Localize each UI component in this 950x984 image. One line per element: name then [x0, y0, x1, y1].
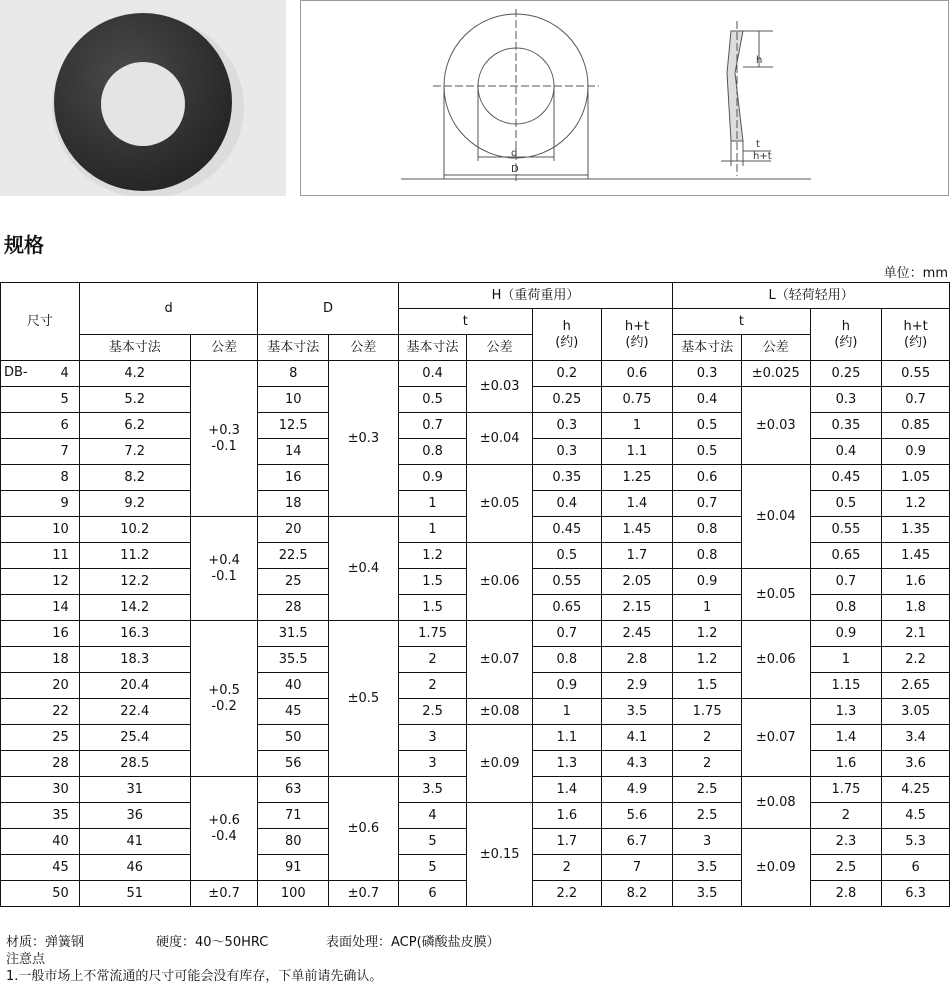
d-basic-cell: 7.2 [79, 439, 190, 465]
d-basic-cell: 12.2 [79, 569, 190, 595]
hardness-text: 硬度：40～50HRC [156, 935, 269, 950]
heavy-h-cell: 0.65 [532, 595, 601, 621]
D-basic-cell: 45 [258, 699, 329, 725]
heavy-h-cell: 1 [532, 699, 601, 725]
heavy-t-cell: 3 [398, 751, 467, 777]
heavy-h-cell: 0.45 [532, 517, 601, 543]
light-h-cell: 0.7 [810, 569, 882, 595]
header-light-ht: h+t (约) [882, 309, 950, 361]
dim-label-D: D [511, 164, 519, 175]
D-basic-cell: 16 [258, 465, 329, 491]
size-cell: 20 [1, 673, 80, 699]
heavy-t-cell: 0.7 [398, 413, 467, 439]
dim-label-h: h [756, 55, 763, 66]
header-basic: 基本寸法 [673, 335, 742, 361]
heavy-h-cell: 0.25 [532, 387, 601, 413]
light-t-tolerance-cell: ±0.07 [741, 699, 810, 777]
D-basic-cell: 25 [258, 569, 329, 595]
light-ht-cell: 2.65 [882, 673, 950, 699]
heavy-ht-cell: 4.9 [601, 777, 673, 803]
header-tol: 公差 [741, 335, 810, 361]
d-basic-cell: 10.2 [79, 517, 190, 543]
size-cell: 14 [1, 595, 80, 621]
light-h-cell: 0.8 [810, 595, 882, 621]
heavy-ht-cell: 4.1 [601, 725, 673, 751]
heavy-t-tolerance-cell: ±0.09 [467, 725, 533, 803]
D-basic-cell: 8 [258, 361, 329, 387]
heavy-ht-cell: 1 [601, 413, 673, 439]
light-ht-cell: 4.25 [882, 777, 950, 803]
heavy-h-cell: 1.6 [532, 803, 601, 829]
size-cell: 8 [1, 465, 80, 491]
D-basic-cell: 63 [258, 777, 329, 803]
heavy-ht-cell: 0.6 [601, 361, 673, 387]
light-h-cell: 1.6 [810, 751, 882, 777]
header-basic: 基本寸法 [258, 335, 329, 361]
light-t-cell: 0.3 [673, 361, 742, 387]
D-basic-cell: 35.5 [258, 647, 329, 673]
D-basic-cell: 56 [258, 751, 329, 777]
heavy-ht-cell: 4.3 [601, 751, 673, 777]
d-tolerance-cell: +0.6 -0.4 [190, 777, 258, 881]
header-light-t: t [673, 309, 810, 335]
d-basic-cell: 11.2 [79, 543, 190, 569]
light-ht-cell: 4.5 [882, 803, 950, 829]
heavy-t-cell: 2.5 [398, 699, 467, 725]
size-cell: 30 [1, 777, 80, 803]
light-ht-cell: 1.2 [882, 491, 950, 517]
header-tol: 公差 [329, 335, 399, 361]
heavy-t-cell: 5 [398, 829, 467, 855]
light-ht-cell: 0.9 [882, 439, 950, 465]
size-cell: 10 [1, 517, 80, 543]
heavy-t-cell: 3 [398, 725, 467, 751]
heavy-ht-cell: 2.45 [601, 621, 673, 647]
D-tolerance-cell: ±0.3 [329, 361, 399, 517]
heavy-h-cell: 2 [532, 855, 601, 881]
heavy-t-tolerance-cell: ±0.05 [467, 465, 533, 543]
heavy-t-cell: 0.5 [398, 387, 467, 413]
size-cell: 50 [1, 881, 80, 907]
light-h-cell: 0.35 [810, 413, 882, 439]
heavy-t-tolerance-cell: ±0.15 [467, 803, 533, 907]
d-basic-cell: 18.3 [79, 647, 190, 673]
light-t-tolerance-cell: ±0.09 [741, 829, 810, 907]
heavy-ht-cell: 1.25 [601, 465, 673, 491]
size-value: 4 [60, 365, 69, 381]
d-basic-cell: 31 [79, 777, 190, 803]
size-cell: 28 [1, 751, 80, 777]
D-tolerance-cell: ±0.7 [329, 881, 399, 907]
light-ht-cell: 1.8 [882, 595, 950, 621]
size-cell: 45 [1, 855, 80, 881]
heavy-h-cell: 0.55 [532, 569, 601, 595]
light-h-cell: 0.3 [810, 387, 882, 413]
light-t-cell: 2.5 [673, 803, 742, 829]
light-h-cell: 0.55 [810, 517, 882, 543]
light-h-cell: 1 [810, 647, 882, 673]
size-cell: 22 [1, 699, 80, 725]
heavy-t-cell: 5 [398, 855, 467, 881]
heavy-ht-cell: 3.5 [601, 699, 673, 725]
D-basic-cell: 12.5 [258, 413, 329, 439]
light-t-cell: 3 [673, 829, 742, 855]
light-ht-cell: 0.7 [882, 387, 950, 413]
light-h-cell: 1.3 [810, 699, 882, 725]
d-basic-cell: 51 [79, 881, 190, 907]
d-basic-cell: 22.4 [79, 699, 190, 725]
light-t-cell: 1.5 [673, 673, 742, 699]
heavy-t-cell: 1.75 [398, 621, 467, 647]
size-cell: 25 [1, 725, 80, 751]
heavy-t-cell: 4 [398, 803, 467, 829]
D-tolerance-cell: ±0.6 [329, 777, 399, 881]
light-t-cell: 0.9 [673, 569, 742, 595]
heavy-t-tolerance-cell: ±0.08 [467, 699, 533, 725]
light-h-cell: 1.4 [810, 725, 882, 751]
light-t-tolerance-cell: ±0.06 [741, 621, 810, 699]
heavy-h-cell: 0.8 [532, 647, 601, 673]
header-size: 尺寸 [1, 283, 80, 361]
D-basic-cell: 20 [258, 517, 329, 543]
heavy-ht-cell: 2.9 [601, 673, 673, 699]
heavy-t-cell: 1.5 [398, 595, 467, 621]
d-tolerance-cell: +0.5 -0.2 [190, 621, 258, 777]
D-basic-cell: 31.5 [258, 621, 329, 647]
dim-label-t: t [756, 139, 760, 150]
heavy-t-tolerance-cell: ±0.07 [467, 621, 533, 699]
spec-table [0, 282, 950, 907]
light-ht-cell: 1.6 [882, 569, 950, 595]
D-basic-cell: 22.5 [258, 543, 329, 569]
heavy-h-cell: 0.4 [532, 491, 601, 517]
light-ht-cell: 5.3 [882, 829, 950, 855]
d-basic-cell: 41 [79, 829, 190, 855]
size-cell: 40 [1, 829, 80, 855]
heavy-t-cell: 3.5 [398, 777, 467, 803]
size-cell: 6 [1, 413, 80, 439]
product-photo [0, 0, 286, 196]
table-row [1, 465, 950, 491]
d-basic-cell: 14.2 [79, 595, 190, 621]
D-basic-cell: 40 [258, 673, 329, 699]
table-row [1, 361, 950, 387]
light-ht-cell: 1.35 [882, 517, 950, 543]
washer-photo-image [0, 0, 286, 196]
dim-label-h-plus-t: h+t [753, 151, 772, 162]
d-basic-cell: 46 [79, 855, 190, 881]
heavy-h-cell: 1.1 [532, 725, 601, 751]
light-t-cell: 1.2 [673, 621, 742, 647]
washer-dimension-diagram [301, 1, 948, 195]
light-h-cell: 0.25 [810, 361, 882, 387]
header-heavy-h: h (约) [532, 309, 601, 361]
heavy-t-cell: 6 [398, 881, 467, 907]
heavy-t-tolerance-cell: ±0.06 [467, 543, 533, 621]
heavy-h-cell: 0.3 [532, 413, 601, 439]
heavy-ht-cell: 6.7 [601, 829, 673, 855]
light-ht-cell: 2.1 [882, 621, 950, 647]
heavy-ht-cell: 0.75 [601, 387, 673, 413]
header-light-h: h (约) [810, 309, 882, 361]
notes-title: 注意点 [6, 952, 46, 967]
header-light-load: L（轻荷轻用） [673, 283, 950, 309]
light-t-cell: 1 [673, 595, 742, 621]
header-basic: 基本寸法 [79, 335, 190, 361]
light-h-cell: 0.45 [810, 465, 882, 491]
light-h-cell: 0.9 [810, 621, 882, 647]
light-h-cell: 0.4 [810, 439, 882, 465]
D-basic-cell: 50 [258, 725, 329, 751]
heavy-ht-cell: 2.8 [601, 647, 673, 673]
D-basic-cell: 71 [258, 803, 329, 829]
d-basic-cell: 28.5 [79, 751, 190, 777]
db-prefix: DB- [4, 365, 28, 380]
light-h-cell: 1.15 [810, 673, 882, 699]
light-t-cell: 3.5 [673, 855, 742, 881]
D-basic-cell: 10 [258, 387, 329, 413]
D-basic-cell: 18 [258, 491, 329, 517]
light-t-tolerance-cell: ±0.03 [741, 387, 810, 465]
size-cell: 18 [1, 647, 80, 673]
heavy-t-cell: 2 [398, 673, 467, 699]
header-D: D [258, 283, 398, 335]
heavy-ht-cell: 7 [601, 855, 673, 881]
D-basic-cell: 28 [258, 595, 329, 621]
heavy-t-cell: 0.4 [398, 361, 467, 387]
d-tolerance-cell: +0.4 -0.1 [190, 517, 258, 621]
heavy-t-cell: 0.8 [398, 439, 467, 465]
heavy-ht-cell: 8.2 [601, 881, 673, 907]
size-cell: 5 [1, 387, 80, 413]
d-basic-cell: 6.2 [79, 413, 190, 439]
light-ht-cell: 2.2 [882, 647, 950, 673]
d-tolerance-cell: ±0.7 [190, 881, 258, 907]
light-ht-cell: 1.05 [882, 465, 950, 491]
d-basic-cell: 8.2 [79, 465, 190, 491]
D-basic-cell: 80 [258, 829, 329, 855]
d-basic-cell: 20.4 [79, 673, 190, 699]
light-t-tolerance-cell: ±0.025 [741, 361, 810, 387]
footer-specs [6, 931, 500, 950]
note-1: 1.一般市场上不常流通的尺寸可能会没有库存，下单前请先确认。 [6, 969, 383, 984]
heavy-t-tolerance-cell: ±0.04 [467, 413, 533, 465]
D-tolerance-cell: ±0.5 [329, 621, 399, 777]
size-cell: 35 [1, 803, 80, 829]
light-h-cell: 2 [810, 803, 882, 829]
light-ht-cell: 3.05 [882, 699, 950, 725]
light-ht-cell: 3.6 [882, 751, 950, 777]
light-h-cell: 1.75 [810, 777, 882, 803]
light-t-cell: 0.8 [673, 543, 742, 569]
light-t-cell: 0.7 [673, 491, 742, 517]
size-cell: 11 [1, 543, 80, 569]
light-ht-cell: 6.3 [882, 881, 950, 907]
header-tol: 公差 [467, 335, 533, 361]
header-heavy-load: H（重荷重用） [398, 283, 673, 309]
light-t-cell: 0.6 [673, 465, 742, 491]
material-text: 材质：弹簧钢 [6, 935, 85, 950]
heavy-h-cell: 1.3 [532, 751, 601, 777]
size-cell: 7 [1, 439, 80, 465]
size-cell: 12 [1, 569, 80, 595]
surface-text: 表面处理：ACP(磷酸盐皮膜） [326, 935, 500, 950]
D-basic-cell: 91 [258, 855, 329, 881]
header-tol: 公差 [190, 335, 258, 361]
size-cell: 16 [1, 621, 80, 647]
light-ht-cell: 6 [882, 855, 950, 881]
heavy-ht-cell: 2.15 [601, 595, 673, 621]
heavy-h-cell: 0.2 [532, 361, 601, 387]
light-h-cell: 2.3 [810, 829, 882, 855]
header-heavy-ht: h+t (约) [601, 309, 673, 361]
light-t-cell: 0.5 [673, 413, 742, 439]
light-h-cell: 0.5 [810, 491, 882, 517]
D-tolerance-cell: ±0.4 [329, 517, 399, 621]
size-cell: 9 [1, 491, 80, 517]
light-h-cell: 2.5 [810, 855, 882, 881]
light-t-cell: 1.75 [673, 699, 742, 725]
heavy-h-cell: 2.2 [532, 881, 601, 907]
d-tolerance-cell: +0.3 -0.1 [190, 361, 258, 517]
light-t-cell: 0.4 [673, 387, 742, 413]
heavy-h-cell: 1.4 [532, 777, 601, 803]
heavy-ht-cell: 2.05 [601, 569, 673, 595]
technical-drawing [300, 0, 949, 196]
heavy-t-tolerance-cell: ±0.03 [467, 361, 533, 413]
dim-label-d: d [511, 148, 518, 159]
d-basic-cell: 25.4 [79, 725, 190, 751]
light-t-cell: 0.8 [673, 517, 742, 543]
heavy-h-cell: 0.7 [532, 621, 601, 647]
heavy-ht-cell: 1.4 [601, 491, 673, 517]
heavy-t-cell: 1 [398, 491, 467, 517]
unit-label: 单位：mm [883, 266, 948, 281]
size-cell [1, 361, 80, 387]
header-d: d [79, 283, 258, 335]
light-h-cell: 2.8 [810, 881, 882, 907]
heavy-ht-cell: 5.6 [601, 803, 673, 829]
light-t-cell: 0.5 [673, 439, 742, 465]
d-basic-cell: 5.2 [79, 387, 190, 413]
heavy-t-cell: 1 [398, 517, 467, 543]
light-t-tolerance-cell: ±0.08 [741, 777, 810, 829]
heavy-h-cell: 0.5 [532, 543, 601, 569]
light-h-cell: 0.65 [810, 543, 882, 569]
d-basic-cell: 36 [79, 803, 190, 829]
d-basic-cell: 4.2 [79, 361, 190, 387]
heavy-ht-cell: 1.1 [601, 439, 673, 465]
heavy-h-cell: 1.7 [532, 829, 601, 855]
section-title: 规格 [4, 233, 44, 257]
light-t-cell: 2.5 [673, 777, 742, 803]
light-t-tolerance-cell: ±0.04 [741, 465, 810, 569]
heavy-t-cell: 1.2 [398, 543, 467, 569]
heavy-ht-cell: 1.45 [601, 517, 673, 543]
light-ht-cell: 0.55 [882, 361, 950, 387]
light-t-cell: 3.5 [673, 881, 742, 907]
light-ht-cell: 0.85 [882, 413, 950, 439]
heavy-t-cell: 0.9 [398, 465, 467, 491]
table-row [1, 621, 950, 647]
light-ht-cell: 1.45 [882, 543, 950, 569]
heavy-t-cell: 1.5 [398, 569, 467, 595]
d-basic-cell: 16.3 [79, 621, 190, 647]
heavy-h-cell: 0.3 [532, 439, 601, 465]
heavy-h-cell: 0.9 [532, 673, 601, 699]
heavy-h-cell: 0.35 [532, 465, 601, 491]
table-row [1, 699, 950, 725]
d-basic-cell: 9.2 [79, 491, 190, 517]
header-heavy-t: t [398, 309, 532, 335]
light-t-cell: 2 [673, 751, 742, 777]
D-basic-cell: 14 [258, 439, 329, 465]
heavy-t-cell: 2 [398, 647, 467, 673]
heavy-ht-cell: 1.7 [601, 543, 673, 569]
light-ht-cell: 3.4 [882, 725, 950, 751]
light-t-tolerance-cell: ±0.05 [741, 569, 810, 621]
light-t-cell: 2 [673, 725, 742, 751]
D-basic-cell: 100 [258, 881, 329, 907]
header-basic: 基本寸法 [398, 335, 467, 361]
light-t-cell: 1.2 [673, 647, 742, 673]
